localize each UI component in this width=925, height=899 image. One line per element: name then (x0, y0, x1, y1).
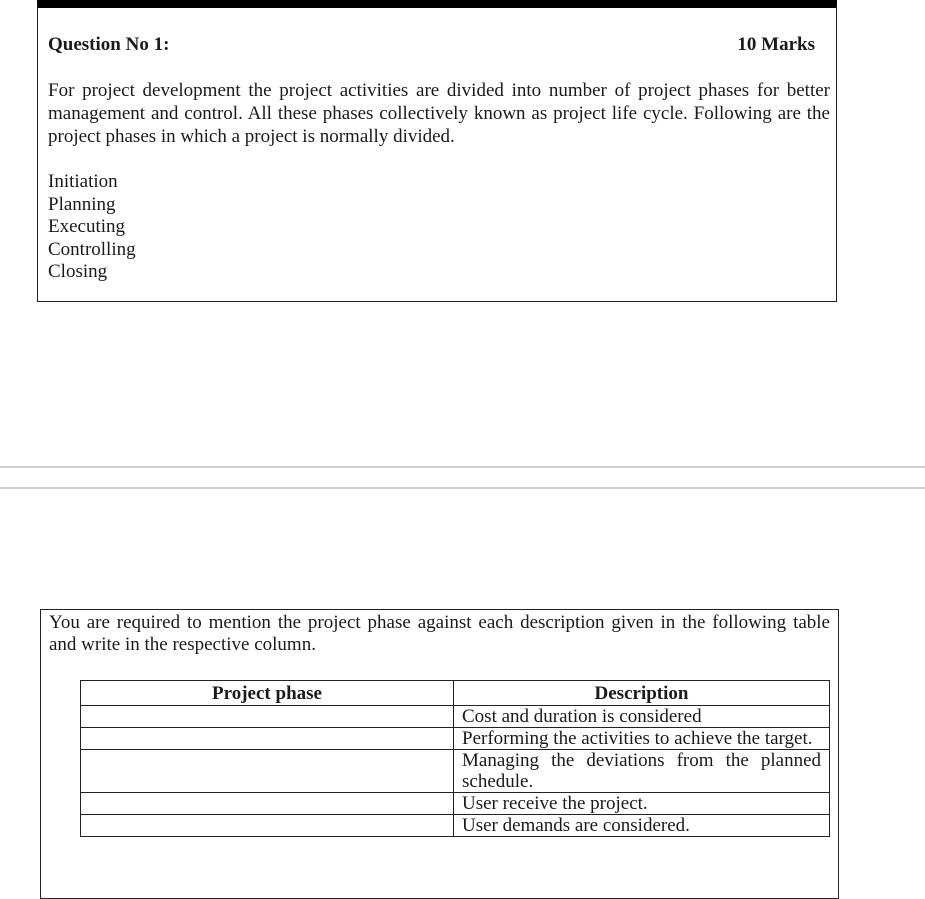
table-header-row (81, 681, 830, 706)
table-row (81, 793, 830, 815)
phase-cell[interactable] (81, 750, 454, 793)
phase-cell[interactable] (81, 793, 454, 815)
description-cell: Performing the activities to achieve the target. (454, 728, 830, 750)
phase-item: Executing (48, 216, 126, 237)
phase-item: Initiation (48, 171, 118, 192)
table-row (81, 750, 830, 793)
question-title: Question No 1: (48, 34, 170, 55)
page-divider (0, 487, 925, 489)
question-paragraph: For project development the project activities are divided into number of project phases for better management and control. All these phases collectively known as project life cycle. Following are the project phases in which a project is normally divided. (48, 80, 830, 147)
task-instruction: You are required to mention the project phase against each description given in the following table and write in the respective column. (49, 612, 830, 655)
phase-cell[interactable] (81, 815, 454, 837)
question-marks: 10 Marks (737, 34, 815, 55)
table-row (81, 728, 830, 750)
description-cell: Managing the deviations from the planned schedule. (454, 750, 830, 793)
phase-item: Controlling (48, 238, 136, 260)
table-row (81, 815, 830, 837)
description-cell: User receive the project. (454, 793, 830, 815)
question-box (37, 0, 837, 302)
page-divider (0, 466, 925, 468)
phase-item: Planning (48, 193, 116, 215)
phase-cell[interactable] (81, 728, 454, 750)
phase-list (48, 171, 136, 284)
task-box (40, 609, 839, 899)
phase-cell[interactable] (81, 706, 454, 728)
description-cell: User demands are considered. (454, 815, 830, 837)
description-cell: Cost and duration is considered (454, 706, 830, 728)
header-description: Description (454, 681, 830, 706)
phase-item: Closing (48, 261, 108, 282)
phase-table (80, 680, 830, 837)
header-project-phase: Project phase (81, 681, 454, 706)
table-row (81, 706, 830, 728)
